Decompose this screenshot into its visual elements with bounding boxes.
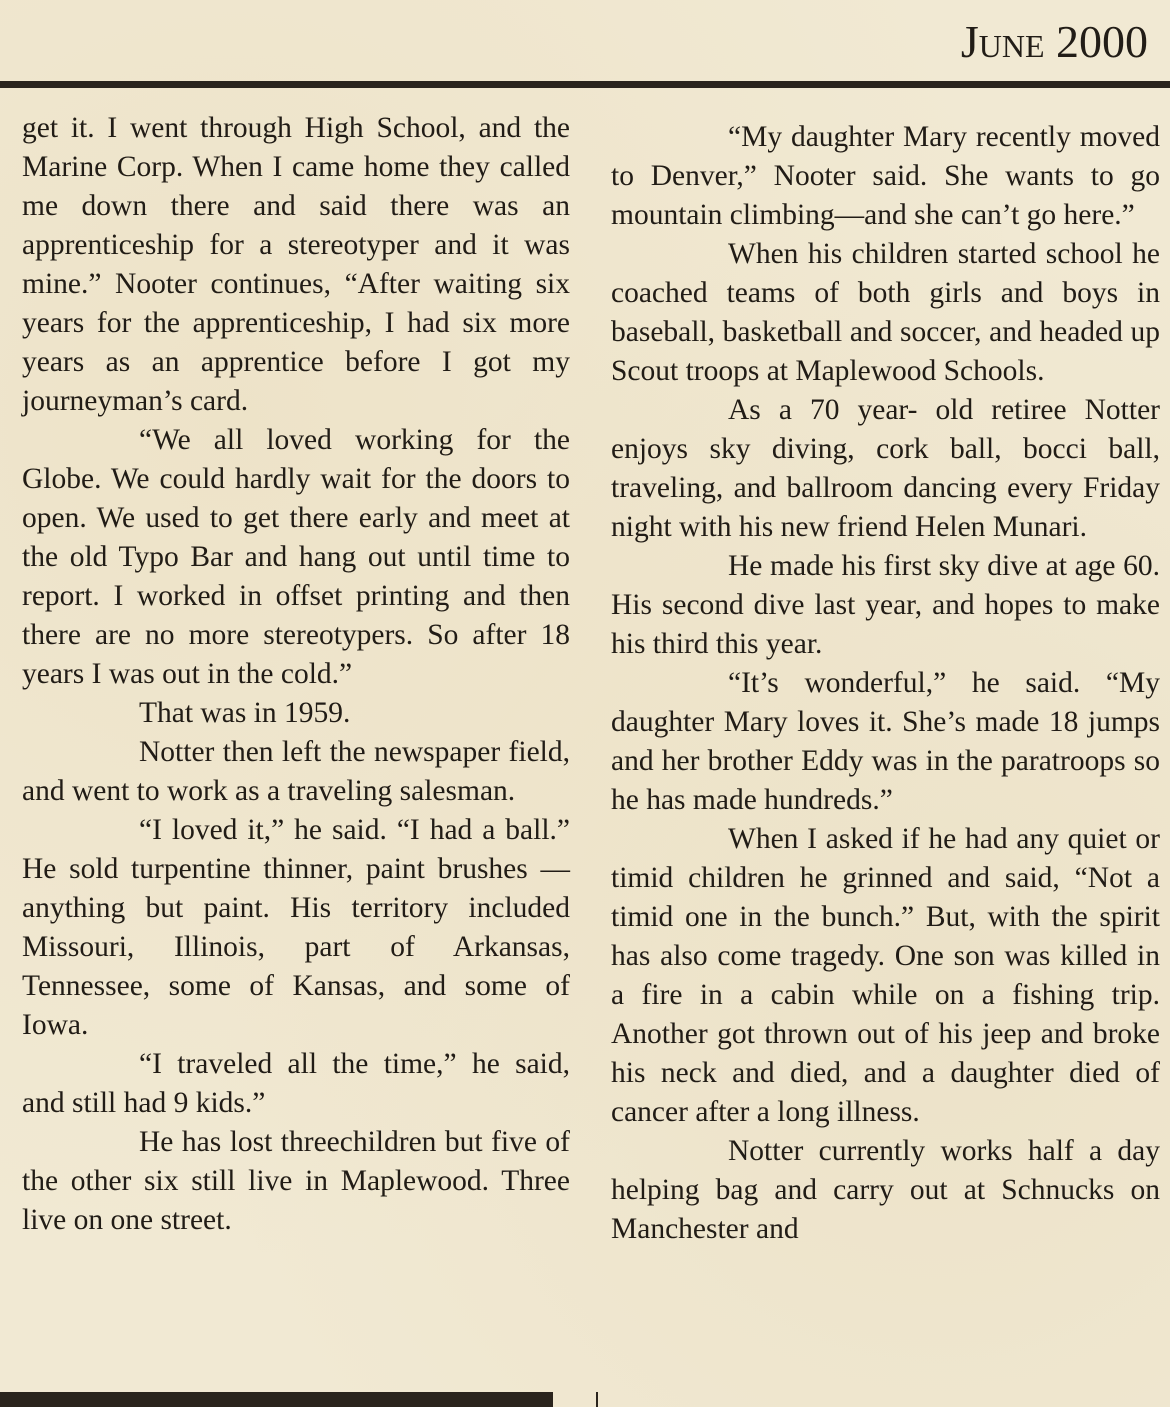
right-paragraph-2: When his children started school he coached teams of both girls and boys in baseball, basketball and soccer, and headed up Scout troops at Maplewood Schools.	[611, 238, 1160, 387]
right-paragraph-4: He made his first sky dive at age 60. His second dive last year, and hopes to make his third this year.	[611, 550, 1160, 660]
left-paragraph-6: “I traveled all the time,” he said, and still had 9 kids.”	[22, 1048, 570, 1119]
left-paragraph-4: Notter then left the newspaper field, and went to work as a traveling salesman.	[22, 736, 570, 807]
right-paragraph-6: When I asked if he had any quiet or timid children he grinned and said, “Not a timid one in the bunch.” But, with the spirit has also come tragedy. One son was killed in a fire in a cabin while on a fishing trip. Another got thrown out of his jeep and broke his neck and died, and a daughter died of cancer after a long illness.	[611, 823, 1160, 1128]
left-paragraph-3: That was in 1959.	[139, 697, 351, 729]
right-paragraph-3: As a 70 year- old retiree Notter enjoys sky diving, cork ball, bocci ball, traveling, and ballroom dancing every Friday night with his new friend Helen Munari.	[611, 394, 1160, 543]
footer-rule	[0, 1392, 553, 1407]
left-paragraph-2: “We all loved working for the Globe. We could hardly wait for the doors to open. We used to get there early and meet at the old Typo Bar and hang out until time to report. I worked in offset printing and then there are no more stereotypers. So after 18 years I was out in the cold.”	[22, 424, 570, 690]
right-column	[611, 118, 1160, 1249]
left-paragraph-7: He has lost threechildren but five of the other six still live in Maplewood. Three live on one street.	[22, 1126, 570, 1236]
issue-month: June	[960, 16, 1045, 67]
issue-date	[961, 14, 1148, 70]
left-paragraph-1: get it. I went through High School, and the Marine Corp. When I came home they called me down there and said there was an apprenticeship for a stereotyper and it was mine.” Nooter continues, “After waiting six years for the apprenticeship, I had six more years as an apprentice before I got my journeyman’s card.	[22, 112, 570, 417]
issue-year: 2000	[1056, 16, 1148, 67]
right-paragraph-7: Notter currently works half a day helping bag and carry out at Schnucks on Manchester and	[611, 1135, 1160, 1245]
left-paragraph-5: “I loved it,” he said. “I had a ball.” He sold turpentine thinner, paint brushes — anything but paint. His territory included Missouri, Illinois, part of Arkansas, Tennessee, some of Kansas, and some of Iowa.	[22, 814, 570, 1041]
left-column	[22, 109, 570, 1240]
column-divider-mark	[596, 1392, 598, 1407]
right-paragraph-5: “It’s wonderful,” he said. “My daughter Mary loves it. She’s made 18 jumps and her brother Eddy was in the paratroops so he has made hundreds.”	[611, 667, 1160, 816]
header-rule	[0, 81, 1170, 88]
right-paragraph-1: “My daughter Mary recently moved to Denver,” Nooter said. She wants to go mountain climbing—and she can’t go here.”	[611, 121, 1160, 231]
